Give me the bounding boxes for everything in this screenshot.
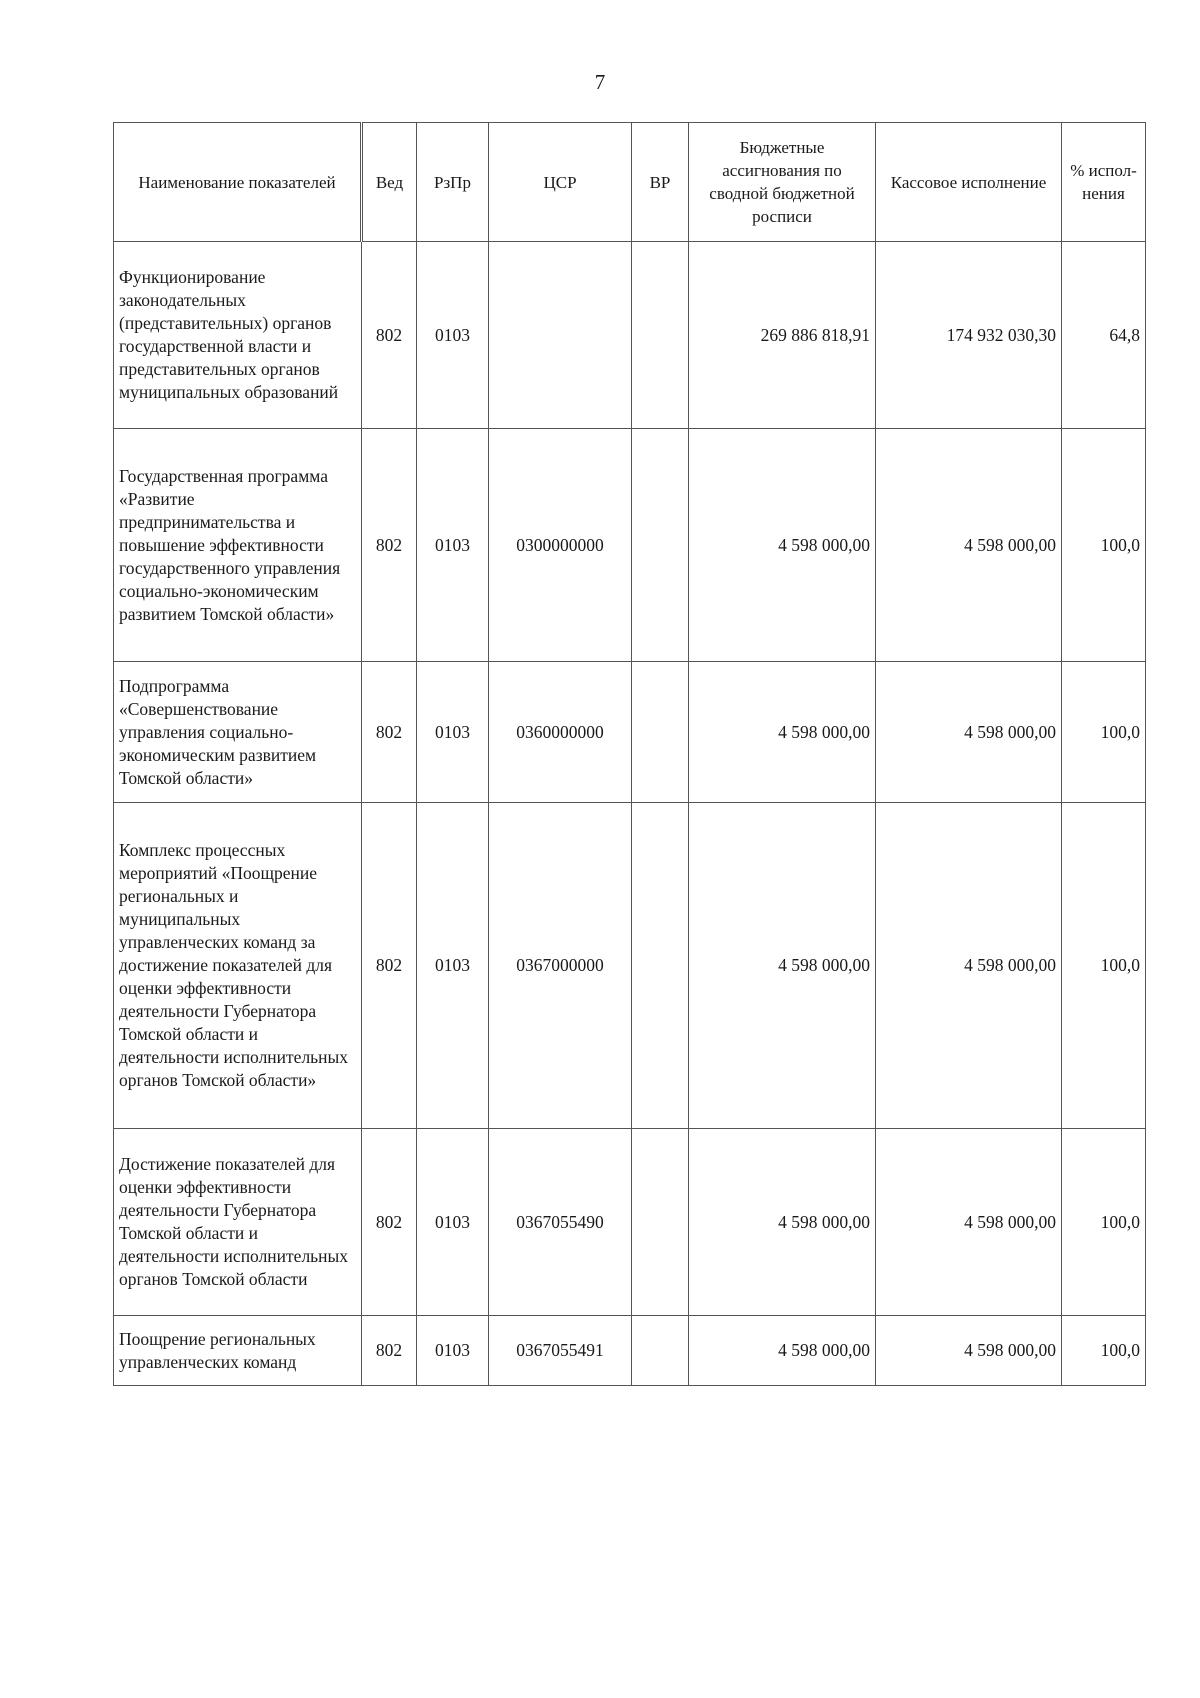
row-cash: 4 598 000,00 bbox=[876, 662, 1062, 803]
row-rzpr: 0103 bbox=[417, 1316, 489, 1386]
row-csr: 0300000000 bbox=[489, 429, 632, 662]
row-name: Подпрограмма «Совершенствование управления социально-экономическим развитием Томской области» bbox=[114, 662, 362, 803]
row-csr: 0367055491 bbox=[489, 1316, 632, 1386]
header-csr: ЦСР bbox=[489, 123, 632, 242]
row-csr: 0360000000 bbox=[489, 662, 632, 803]
row-vr bbox=[632, 1129, 689, 1316]
row-cash: 4 598 000,00 bbox=[876, 429, 1062, 662]
row-budget: 4 598 000,00 bbox=[689, 662, 876, 803]
row-name: Достижение показателей для оценки эффективности деятельности Губернатора Томской области и деятельности исполнительных органов Томской области bbox=[114, 1129, 362, 1316]
row-percent: 100,0 bbox=[1062, 1316, 1146, 1386]
row-rzpr: 0103 bbox=[417, 429, 489, 662]
row-name: Государственная программа «Развитие предпринимательства и повышение эффективности государственного управления социально-экономическим развитием Томской области» bbox=[114, 429, 362, 662]
row-budget: 4 598 000,00 bbox=[689, 803, 876, 1129]
row-ved: 802 bbox=[362, 662, 417, 803]
row-csr bbox=[489, 242, 632, 429]
row-budget: 4 598 000,00 bbox=[689, 1129, 876, 1316]
row-rzpr: 0103 bbox=[417, 242, 489, 429]
row-ved: 802 bbox=[362, 1129, 417, 1316]
row-budget: 269 886 818,91 bbox=[689, 242, 876, 429]
row-name: Поощрение региональных управленческих команд bbox=[114, 1316, 362, 1386]
row-vr bbox=[632, 1316, 689, 1386]
table-row bbox=[114, 1316, 1146, 1386]
header-rzpr: РзПр bbox=[417, 123, 489, 242]
row-cash: 4 598 000,00 bbox=[876, 1316, 1062, 1386]
row-ved: 802 bbox=[362, 1316, 417, 1386]
row-cash: 4 598 000,00 bbox=[876, 1129, 1062, 1316]
row-ved: 802 bbox=[362, 803, 417, 1129]
row-cash: 174 932 030,30 bbox=[876, 242, 1062, 429]
table-row bbox=[114, 1129, 1146, 1316]
row-name: Функционирование законодательных (представительных) органов государственной власти и представительных органов муниципальных образований bbox=[114, 242, 362, 429]
header-ved: Вед bbox=[362, 123, 417, 242]
row-percent: 100,0 bbox=[1062, 803, 1146, 1129]
row-vr bbox=[632, 429, 689, 662]
table-row bbox=[114, 662, 1146, 803]
page-number: 7 bbox=[594, 70, 606, 94]
row-percent: 100,0 bbox=[1062, 1129, 1146, 1316]
row-cash: 4 598 000,00 bbox=[876, 803, 1062, 1129]
row-vr bbox=[632, 662, 689, 803]
row-percent: 100,0 bbox=[1062, 429, 1146, 662]
header-budget: Бюджетные ассигнования по сводной бюджетной росписи bbox=[689, 123, 876, 242]
row-rzpr: 0103 bbox=[417, 1129, 489, 1316]
row-csr: 0367000000 bbox=[489, 803, 632, 1129]
row-budget: 4 598 000,00 bbox=[689, 1316, 876, 1386]
row-percent: 64,8 bbox=[1062, 242, 1146, 429]
table-row bbox=[114, 429, 1146, 662]
header-percent: % испол-нения bbox=[1062, 123, 1146, 242]
row-ved: 802 bbox=[362, 429, 417, 662]
row-rzpr: 0103 bbox=[417, 803, 489, 1129]
header-name: Наименование показателей bbox=[114, 123, 362, 242]
table-row bbox=[114, 242, 1146, 429]
row-vr bbox=[632, 242, 689, 429]
budget-execution-table bbox=[113, 122, 1146, 1386]
header-cash: Кассовое исполнение bbox=[876, 123, 1062, 242]
table-row bbox=[114, 803, 1146, 1129]
row-rzpr: 0103 bbox=[417, 662, 489, 803]
row-ved: 802 bbox=[362, 242, 417, 429]
row-name: Комплекс процессных мероприятий «Поощрение региональных и муниципальных управленческих команд за достижение показателей для оценки эффективности деятельности Губернатора Томской области и деятельности исполнительных органов Томской области» bbox=[114, 803, 362, 1129]
row-csr: 0367055490 bbox=[489, 1129, 632, 1316]
row-budget: 4 598 000,00 bbox=[689, 429, 876, 662]
row-vr bbox=[632, 803, 689, 1129]
table-header-row bbox=[114, 123, 1146, 242]
row-percent: 100,0 bbox=[1062, 662, 1146, 803]
header-vr: ВР bbox=[632, 123, 689, 242]
